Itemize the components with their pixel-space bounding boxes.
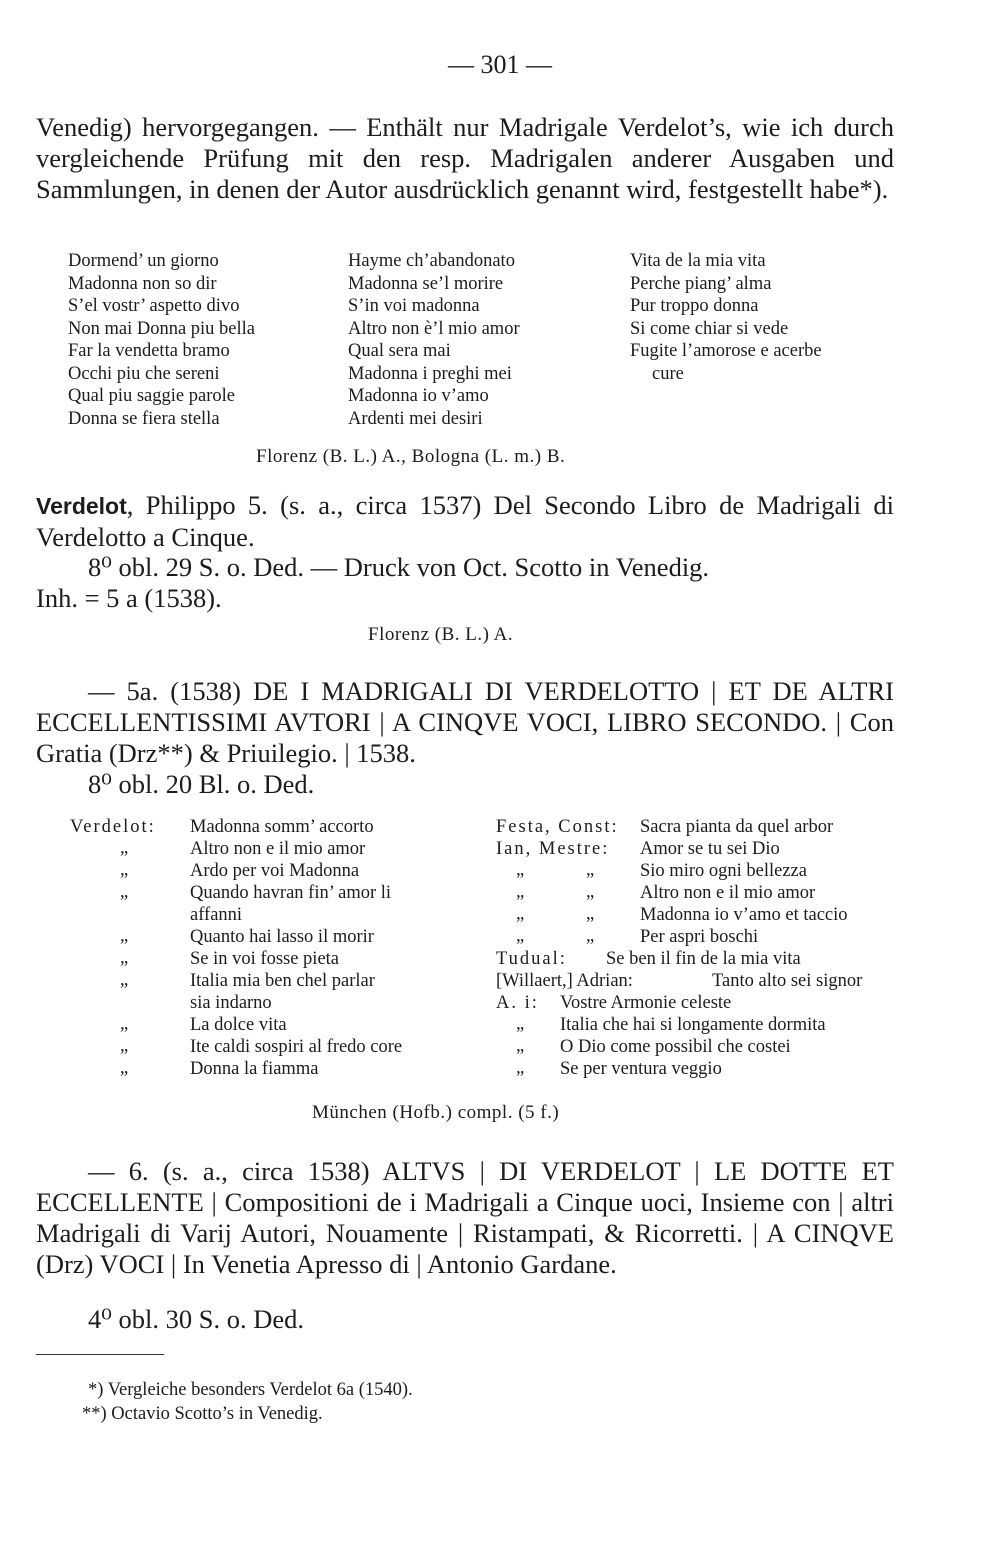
location-line-3: München (Hofb.) compl. (5 f.) xyxy=(312,1102,560,1123)
ditto-mark: „ xyxy=(120,1036,129,1056)
ditto-mark: „ xyxy=(586,860,595,880)
composer-label: Verdelot: xyxy=(70,817,156,837)
ditto-mark: „ xyxy=(516,926,525,946)
list-item: La dolce vita xyxy=(190,1015,287,1035)
list-item: Madonna io v’amo et taccio xyxy=(640,905,848,925)
list-item: Perche piang’ alma xyxy=(630,273,772,294)
list-item: Tanto alto sei signor xyxy=(712,971,863,991)
list-item: Fugite l’amorose e acerbe xyxy=(630,341,822,361)
list-item: Dormend’ un giorno xyxy=(68,251,219,271)
ditto-mark: „ xyxy=(516,860,525,880)
title-list-column-1 xyxy=(68,250,255,430)
list-item: sia indarno xyxy=(190,993,272,1013)
composer-label: Ian, Mestre: xyxy=(496,839,610,859)
list-item: Vita de la mia vita xyxy=(630,251,766,271)
list-item: Hayme ch’abandonato xyxy=(348,251,515,271)
list-item: Quando havran fin’ amor li xyxy=(190,883,392,903)
ditto-mark: „ xyxy=(586,926,595,946)
author-name: Verdelot xyxy=(36,493,127,519)
entry-6-format: 4⁰ obl. 30 S. o. Ded. xyxy=(88,1304,304,1334)
list-item: Far la vendetta bramo xyxy=(68,341,230,361)
composer-label: Festa, Const: xyxy=(496,817,619,837)
title-list-column-3 xyxy=(630,250,822,385)
composer-label: A. i: xyxy=(496,993,539,1013)
ditto-mark: „ xyxy=(120,882,129,902)
list-item: Qual sera mai xyxy=(348,341,451,361)
ditto-mark: „ xyxy=(120,860,129,880)
composer-label: Tudual: xyxy=(496,949,567,969)
list-item: Se in voi fosse pieta xyxy=(190,949,340,969)
entry-5-format: 8⁰ obl. 29 S. o. Ded. — Druck von Oct. Scotto in Venedig. xyxy=(88,552,710,582)
list-item: Altro non e il mio amor xyxy=(640,883,816,903)
ditto-mark: „ xyxy=(516,904,525,924)
ditto-mark: „ xyxy=(120,926,129,946)
list-item: Ite caldi sospiri al fredo core xyxy=(190,1037,403,1057)
list-item: Amor se tu sei Dio xyxy=(640,839,780,859)
list-item: Madonna non so dir xyxy=(68,273,217,294)
location-line-2: Florenz (B. L.) A. xyxy=(368,624,514,645)
list-item: S’el vostr’ aspetto divo xyxy=(68,296,240,316)
ditto-mark: „ xyxy=(516,1058,525,1078)
list-item: Si come chiar si vede xyxy=(630,318,789,339)
list-item: Sio miro ogni bellezza xyxy=(640,861,807,881)
footnote-divider xyxy=(36,1354,164,1355)
list-item: Sacra pianta da quel arbor xyxy=(640,817,834,837)
list-item: Vostre Armonie celeste xyxy=(560,993,732,1013)
list-item: Madonna somm’ accorto xyxy=(190,817,374,837)
list-item: Italia mia ben chel parlar xyxy=(190,971,375,991)
list-item: S’in voi madonna xyxy=(348,296,480,316)
ditto-mark: „ xyxy=(120,1014,129,1034)
list-item: Non mai Donna piu bella xyxy=(68,318,256,339)
list-item: affanni xyxy=(190,905,243,925)
list-item: Per aspri boschi xyxy=(640,927,759,947)
ditto-mark: „ xyxy=(516,1014,525,1034)
list-item: Altro non e il mio amor xyxy=(190,839,366,859)
ditto-mark: „ xyxy=(586,882,595,902)
ditto-mark: „ xyxy=(120,948,129,968)
entry-6: — 6. (s. a., circa 1538) ALTVS | DI VERDELOT | LE DOTTE ET ECCELLENTE | Compositioni de i Madrigali a Cinque uoci, Insieme con | altri Madrigali di Varij Autori, Nouamente | Ristampati, & Ricorretti. | A CINQVE (Drz) VOCI | In Venetia Apresso di | Antonio Gardane. xyxy=(36,1156,894,1279)
entry-5a-format: 8⁰ obl. 20 Bl. o. Ded. xyxy=(88,769,315,799)
list-item: Qual piu saggie parole xyxy=(68,386,235,406)
footnote-2: **) Octavio Scotto’s in Venedig. xyxy=(82,1404,323,1424)
ditto-mark: „ xyxy=(120,1058,129,1078)
ditto-mark: „ xyxy=(516,1036,525,1056)
list-item: Quanto hai lasso il morir xyxy=(190,927,374,947)
page-number: — 301 — xyxy=(448,50,552,79)
list-item: O Dio come possibil che costei xyxy=(560,1037,791,1057)
ditto-mark: „ xyxy=(516,882,525,902)
composer-label: [Willaert,] Adrian: xyxy=(496,971,633,991)
entry-5a: — 5a. (1538) DE I MADRIGALI DI VERDELOTTO | ET DE ALTRI ECCELLENTISSIMI AVTORI | A CINQVE VOCI, LIBRO SECONDO. | Con Gratia (Drz**) & Priuilegio. | 1538. xyxy=(36,676,894,768)
ditto-mark: „ xyxy=(120,838,129,858)
ditto-mark: „ xyxy=(586,904,595,924)
list-item: Se ben il fin de la mia vita xyxy=(606,949,801,969)
list-item: Altro non è’l mio amor xyxy=(348,318,520,339)
list-item: Ardenti mei desiri xyxy=(348,408,483,429)
list-item: Madonna io v’amo xyxy=(348,386,489,406)
location-line-1: Florenz (B. L.) A., Bologna (L. m.) B. xyxy=(256,446,566,467)
list-item: Madonna se’l morire xyxy=(348,273,504,294)
list-item: Occhi piu che sereni xyxy=(68,363,220,384)
entry-5-text: , Philippo 5. (s. a., circa 1537) Del Secondo Libro de Madrigali di Verdelotto a Cinque. xyxy=(36,490,894,552)
entry-5 xyxy=(36,490,894,553)
list-item: Ardo per voi Madonna xyxy=(190,861,360,881)
footnote-1: *) Vergleiche besonders Verdelot 6a (1540). xyxy=(88,1380,413,1400)
title-list-column-2 xyxy=(348,250,520,430)
ditto-mark: „ xyxy=(120,970,129,990)
list-item: Se per ventura veggio xyxy=(560,1059,722,1079)
list-item: cure xyxy=(652,363,684,384)
list-item: Madonna i preghi mei xyxy=(348,363,512,384)
list-item: Donna se fiera stella xyxy=(68,408,220,429)
intro-paragraph: Venedig) hervorgegangen. — Enthält nur Madrigale Verdelot’s, wie ich durch vergleichende Prüfung mit den resp. Madrigalen anderer Ausgaben und Sammlungen, in denen der Autor ausdrücklich genannt wird, festgestellt habe*). xyxy=(36,112,894,204)
list-item: Donna la fiamma xyxy=(190,1059,319,1079)
list-item: Italia che hai si longamente dormita xyxy=(560,1015,826,1035)
entry-5-inh: Inh. = 5 a (1538). xyxy=(36,583,222,613)
list-item: Pur troppo donna xyxy=(630,296,759,316)
